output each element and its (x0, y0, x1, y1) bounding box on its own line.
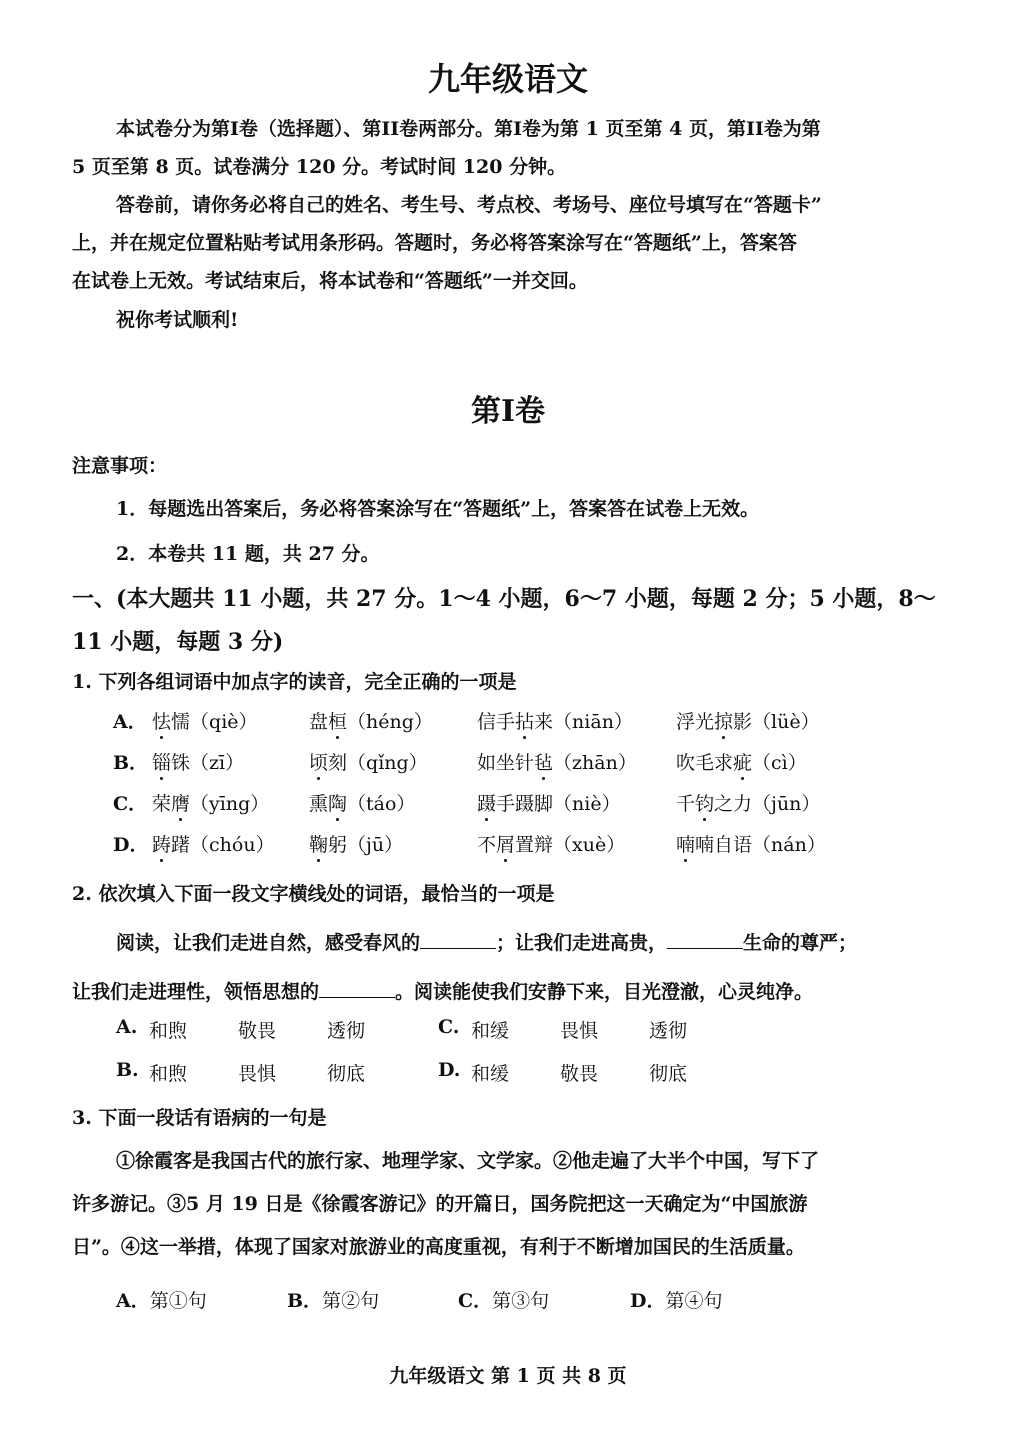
pinyin-text: （niè） (553, 793, 621, 815)
dotted-character: 屑 (496, 834, 516, 856)
dotted-character: 钧 (695, 793, 715, 815)
fill-blank (319, 979, 395, 998)
word-pinyin-item (676, 789, 820, 816)
dotted-character: 踌 (152, 834, 172, 856)
word-text: 荣 (152, 793, 172, 815)
pinyin-text: （zī） (190, 752, 245, 774)
word-text: 之力 (714, 793, 753, 815)
option-label: D. (438, 1059, 461, 1081)
pinyin-text: （qiè） (190, 711, 258, 733)
answer-option (630, 1286, 723, 1313)
option-label: B． (287, 1290, 323, 1312)
option-label: A． (116, 1290, 150, 1312)
part-one-heading-line-1: 一、(本大题共 11 小题，共 27 分。1～4 小题，6～7 小题，每题 2 分；5 小题，8～ (72, 586, 936, 612)
option-word: 彻底 (649, 1063, 688, 1085)
pinyin-text: （xuè） (553, 834, 626, 856)
pinyin-text: （zhān） (553, 752, 637, 774)
question-1-stem: 1. 下列各组词语中加点字的读音，完全正确的一项是 (72, 671, 517, 693)
option-label: D． (630, 1290, 666, 1312)
dotted-character: 陶 (328, 793, 348, 815)
answer-option (287, 1286, 379, 1313)
word-pinyin-item (152, 789, 269, 816)
question-3-passage-line-2: 许多游记。③5 月 19 日是《徐霞客游记》的开篇日，国务院把这一天确定为“中国旅游 (72, 1193, 808, 1215)
option-word: 敬畏 (560, 1063, 599, 1085)
word-text: 置辩 (515, 834, 554, 856)
dotted-character: 桓 (328, 711, 348, 733)
word-pinyin-item (152, 748, 244, 775)
word-text: 不 (477, 834, 497, 856)
option-word: 和煦 (149, 1020, 188, 1042)
option-word: 和缓 (471, 1020, 510, 1042)
pinyin-text: （lüè） (752, 711, 820, 733)
good-luck-text: 祝你考试顺利! (116, 309, 239, 331)
pinyin-text: （qǐng） (347, 752, 428, 774)
option-word: 和缓 (471, 1063, 510, 1085)
word-pinyin-item (477, 789, 621, 816)
dotted-character: 蹑 (477, 793, 497, 815)
part-one-heading-line-2: 11 小题，每题 3 分) (72, 629, 284, 655)
word-pinyin-item (676, 748, 807, 775)
option-word: 畏惧 (238, 1063, 277, 1085)
option-label: B． (113, 752, 149, 774)
passage-text: 。阅读能使我们安静下来，目光澄澈，心灵纯净。 (395, 981, 814, 1003)
option-label: B. (116, 1059, 139, 1081)
word-text: 铢 (171, 752, 191, 774)
dotted-character: 膺 (171, 793, 191, 815)
dotted-character: 拈 (515, 711, 535, 733)
dotted-character: 掠 (714, 711, 734, 733)
section-title: 第I卷 (470, 394, 546, 429)
word-text: 吹毛求 (676, 752, 734, 774)
word-pinyin-item (477, 707, 633, 734)
passage-text: 阅读，让我们走进自然，感受春风的 (116, 932, 421, 954)
page-footer: 九年级语文 第 1 页 共 8 页 (389, 1365, 627, 1387)
word-pinyin-item (309, 707, 433, 734)
page-title: 九年级语文 (427, 60, 588, 98)
question-3-passage-line-3: 日”。④这一举措，体现了国家对旅游业的高度重视，有利于不断增加国民的生活质量。 (72, 1236, 805, 1258)
intro-paragraph-1-line-1: 本试卷分为第I卷（选择题）、第II卷两部分。第I卷为第 1 页至第 4 页，第II卷为第 (116, 118, 821, 140)
option-label: C． (458, 1290, 493, 1312)
intro-paragraph-2-line-3: 在试卷上无效。考试结束后，将本试卷和“答题纸”一并交回。 (72, 270, 588, 292)
word-pinyin-item (309, 830, 403, 857)
question-2-passage-line-1 (116, 928, 857, 955)
option-word: 透彻 (649, 1020, 688, 1042)
word-text: 躬 (328, 834, 348, 856)
intro-paragraph-2-line-2: 上，并在规定位置粘贴考试用条形码。答题时，务必将答案涂写在“答题纸”上，答案答 (72, 232, 797, 254)
dotted-character: 锱 (152, 752, 172, 774)
notice-item-1: 1．每题选出答案后，务必将答案涂写在“答题纸”上，答案答在试卷上无效。 (116, 498, 760, 520)
dotted-character: 毡 (534, 752, 554, 774)
option-label: D． (113, 834, 149, 856)
dotted-character: 顷 (309, 752, 329, 774)
option-word: 彻底 (327, 1063, 366, 1085)
word-pinyin-item (309, 789, 415, 816)
question-3-stem: 3. 下面一段话有语病的一句是 (72, 1107, 327, 1129)
intro-paragraph-1-line-2: 5 页至第 8 页。试卷满分 120 分。考试时间 120 分钟。 (72, 156, 567, 178)
pinyin-text: （jū） (347, 834, 404, 856)
word-text: 千 (676, 793, 696, 815)
word-text: 躇 (171, 834, 191, 856)
word-text: 熏 (309, 793, 329, 815)
dotted-character: 疵 (733, 752, 753, 774)
dotted-character: 怯 (152, 711, 172, 733)
option-word: 畏惧 (560, 1020, 599, 1042)
dotted-character: 鞠 (309, 834, 329, 856)
pinyin-text: （nán） (752, 834, 826, 856)
answer-option (458, 1286, 549, 1313)
option-label: A. (116, 1016, 138, 1038)
word-pinyin-item (152, 830, 275, 857)
option-label: C. (438, 1016, 460, 1038)
option-text: 第④句 (665, 1290, 723, 1312)
word-text: 来 (534, 711, 554, 733)
word-pinyin-item (676, 707, 820, 734)
word-text: 信手 (477, 711, 516, 733)
word-text: 如坐针 (477, 752, 535, 774)
option-text: 第③句 (492, 1290, 550, 1312)
option-label: A． (113, 711, 147, 733)
answer-option (116, 1286, 207, 1313)
option-word: 透彻 (327, 1020, 366, 1042)
pinyin-text: （niān） (553, 711, 633, 733)
notice-item-2: 2．本卷共 11 题，共 27 分。 (116, 543, 380, 565)
pinyin-text: （táo） (347, 793, 416, 815)
option-word: 敬畏 (238, 1020, 277, 1042)
word-text: 刻 (328, 752, 348, 774)
option-label: C． (113, 793, 148, 815)
fill-blank (420, 930, 496, 949)
word-text: 浮光 (676, 711, 715, 733)
question-2-stem: 2. 依次填入下面一段文字横线处的词语，最恰当的一项是 (72, 883, 555, 905)
pinyin-text: （héng） (347, 711, 433, 733)
dotted-character: 喃 (676, 834, 696, 856)
word-pinyin-item (676, 830, 826, 857)
pinyin-text: （yīng） (190, 793, 270, 815)
word-text: 盘 (309, 711, 329, 733)
question-3-passage-line-1: ①徐霞客是我国古代的旅行家、地理学家、文学家。②他走遍了大半个中国，写下了 (116, 1150, 820, 1172)
fill-blank (667, 930, 743, 949)
pinyin-text: （jūn） (752, 793, 821, 815)
intro-paragraph-2-line-1: 答卷前，请你务必将自己的姓名、考生号、考点校、考场号、座位号填写在“答题卡” (116, 194, 822, 216)
word-pinyin-item (477, 830, 625, 857)
passage-text: 让我们走进理性，领悟思想的 (72, 981, 320, 1003)
word-text: 懦 (171, 711, 191, 733)
notice-heading: 注意事项： (72, 455, 168, 477)
word-pinyin-item (477, 748, 637, 775)
word-pinyin-item (309, 748, 428, 775)
word-pinyin-item (152, 707, 258, 734)
question-2-passage-line-2 (72, 977, 813, 1004)
option-text: 第①句 (149, 1290, 207, 1312)
pinyin-text: （chóu） (190, 834, 275, 856)
option-word: 和煦 (149, 1063, 188, 1085)
word-text: 手蹑脚 (496, 793, 554, 815)
word-text: 影 (733, 711, 753, 733)
option-text: 第②句 (322, 1290, 380, 1312)
word-text: 喃自语 (695, 834, 753, 856)
passage-text: ；让我们走进高贵， (496, 932, 668, 954)
pinyin-text: （cì） (752, 752, 807, 774)
passage-text: 生命的尊严； (743, 932, 858, 954)
